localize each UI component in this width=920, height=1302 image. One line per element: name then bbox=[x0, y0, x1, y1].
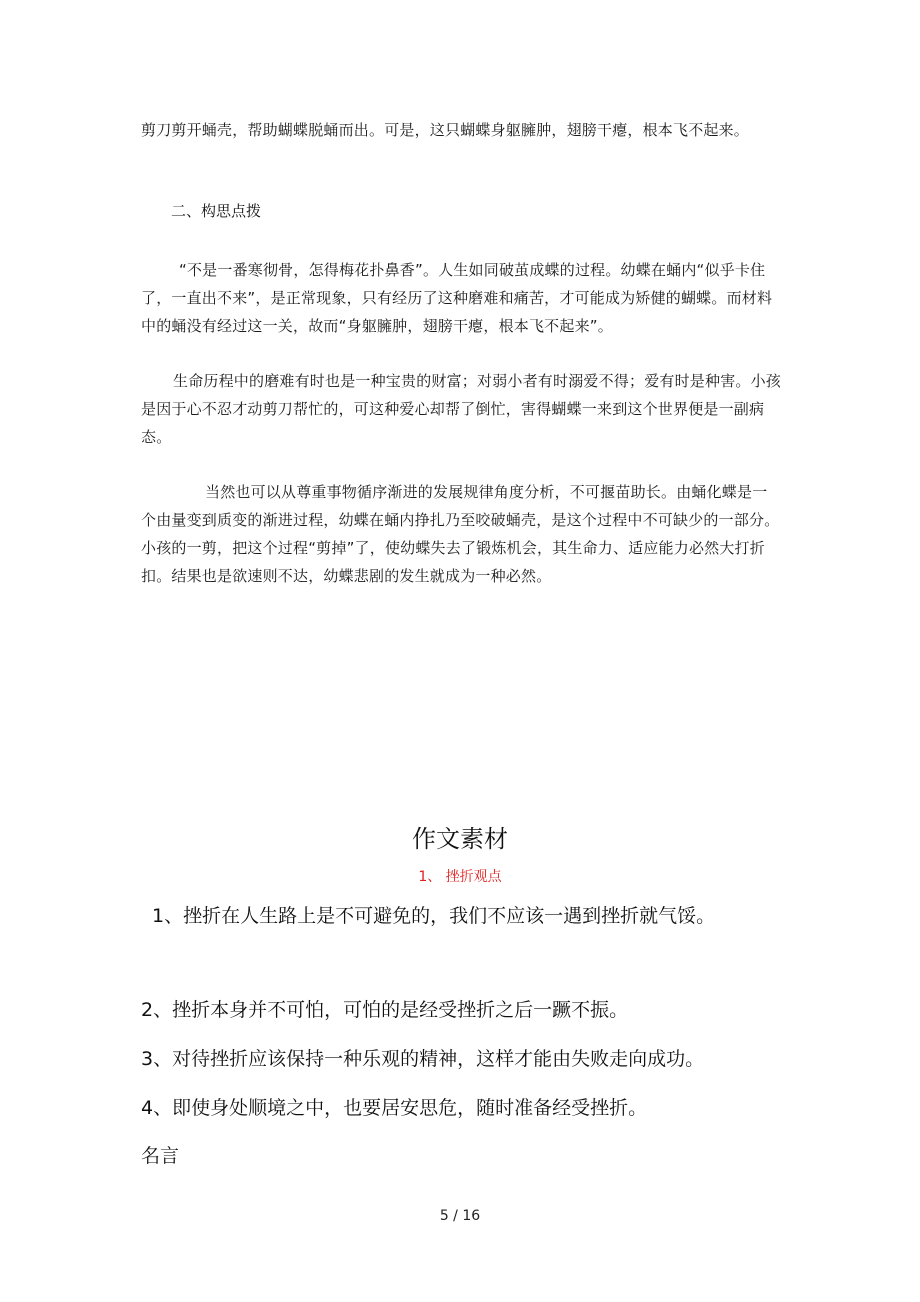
material-subtitle: 1、 挫折观点 bbox=[418, 869, 502, 885]
paragraph-idea-3: 当然也可以从尊重事物循序渐进的发展规律角度分析，不可揠苗助长。由蛹化蝶是一个由量变到质变的渐进过程，幼蝶在蛹内挣扎乃至咬破蛹壳，是这个过程中不可缺少的一部分。小孩的一剪，把这个过程“剪掉”了，使幼蝶失去了锻炼机会，其生命力、适应能力必然大打折扣。结果也是欲速则不达，幼蝶悲剧的发生就成为一种必然。 bbox=[141, 483, 780, 585]
section-heading-idea-guide: 二、构思点拨 bbox=[171, 202, 262, 220]
paragraph-idea-2: 生命历程中的磨难有时也是一种宝贵的财富；对弱小者有时溺爱不得；爱有时是种害。小孩是因于心不忍才动剪刀帮忙的，可这种爱心却帮了倒忙，害得蝴蝶一来到这个世界便是一副病态。 bbox=[141, 372, 782, 446]
viewpoint-item: 2、挫折本身并不可怕，可怕的是经受挫折之后一蹶不振。 bbox=[141, 999, 629, 1021]
quotes-heading: 名言 bbox=[141, 1145, 180, 1167]
material-title: 作文素材 bbox=[412, 825, 508, 853]
viewpoint-item: 4、即使身处顺境之中，也要居安思危，随时准备经受挫折。 bbox=[141, 1097, 648, 1119]
viewpoint-item: 1、挫折在人生路上是不可避免的，我们不应该一遇到挫折就气馁。 bbox=[152, 905, 716, 927]
paragraph-story-end: 剪刀剪开蛹壳，帮助蝴蝶脱蛹而出。可是，这只蝴蝶身躯臃肿，翅膀干瘪，根本飞不起来。 bbox=[141, 121, 750, 139]
paragraph-idea-1: “不是一番寒彻骨，怎得梅花扑鼻香”。人生如同破茧成蝶的过程。幼蝶在蛹内“似乎卡住了，一直出不来”，是正常现象，只有经历了这种磨难和痛苦，才可能成为矫健的蝴蝶。而材料中的蛹没有经过这一关，故而“身躯臃肿，翅膀干瘪，根本飞不起来”。 bbox=[141, 261, 773, 335]
viewpoint-item: 3、对待挫折应该保持一种乐观的精神，这样才能由失败走向成功。 bbox=[141, 1048, 705, 1070]
page-number: 5 / 16 bbox=[439, 1208, 481, 1224]
